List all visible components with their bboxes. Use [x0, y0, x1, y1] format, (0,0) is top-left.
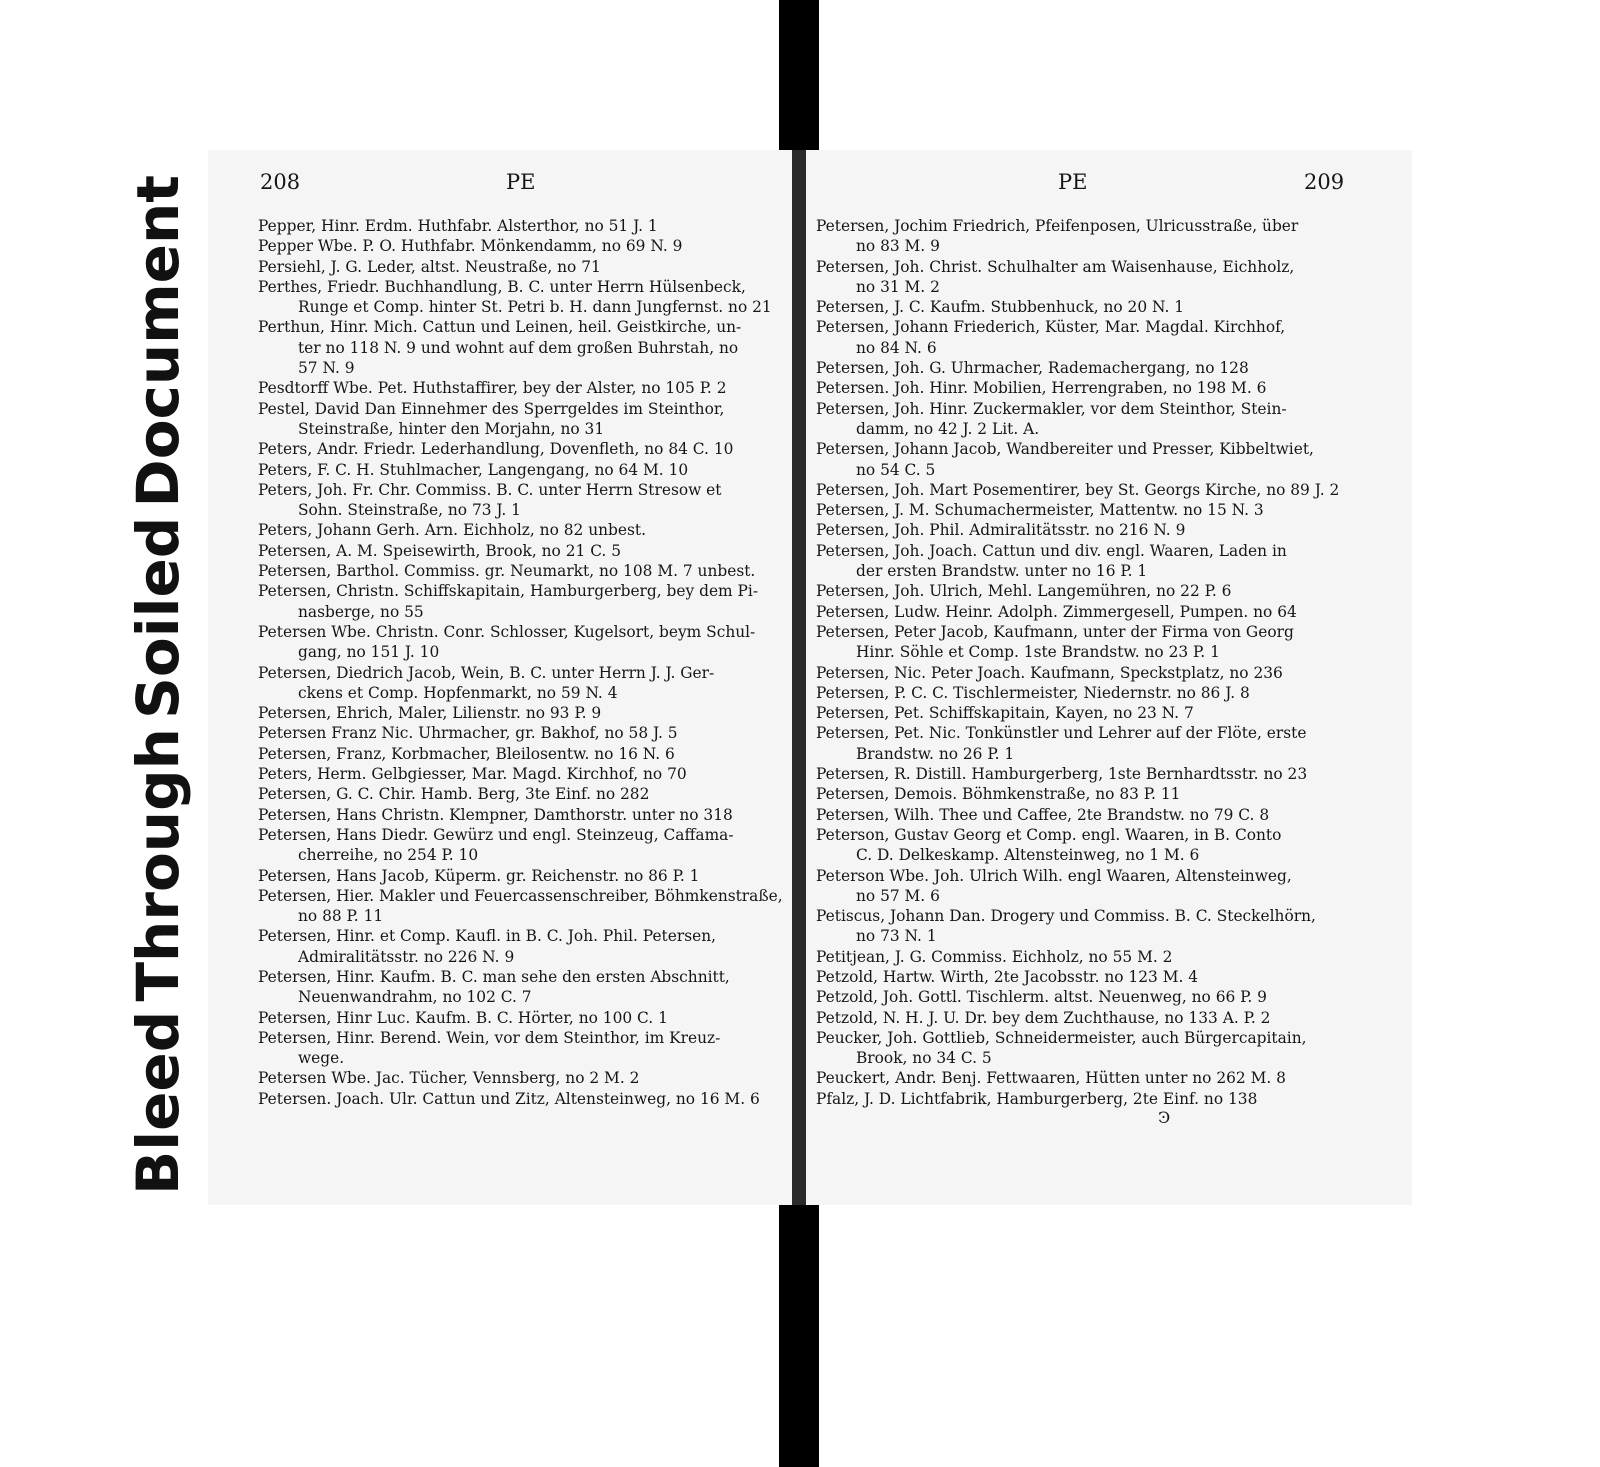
entry-line: Petersen, Christn. Schiffskapitain, Hamburgerberg, bey dem Pi-: [258, 582, 759, 601]
entry-line: Petersen, Demois. Böhmkenstraße, no 83 P. 11: [816, 785, 1181, 804]
entry-line: Petersen, Joh. Hinr. Zuckermakler, vor dem Steinthor, Stein-: [816, 399, 1287, 418]
entry-list: [816, 216, 1404, 1109]
directory-entry: [258, 257, 780, 277]
entry-continuation: Brandstw. no 26 P. 1: [856, 744, 1015, 763]
entry-continuation: Brook, no 34 C. 5: [856, 1049, 992, 1068]
entry-line: Petersen, Hinr Luc. Kaufm. B. C. Hörter, no 100 C. 1: [258, 1008, 668, 1027]
entry-line: Pesdtorff Wbe. Pet. Huthstaffirer, bey der Alster, no 105 P. 2: [258, 379, 727, 398]
entry-continuation: no 84 N. 6: [856, 338, 937, 357]
directory-entry: [816, 825, 1404, 866]
directory-entry: [816, 987, 1404, 1007]
directory-entry: [258, 520, 780, 540]
directory-entry: [258, 399, 780, 440]
entry-line: Petersen, J. M. Schumachermeister, Mattentw. no 15 N. 3: [816, 501, 1264, 520]
directory-entry: [258, 460, 780, 480]
directory-entry: [816, 216, 1404, 257]
entry-continuation: Steinstraße, hinter den Morjahn, no 31: [298, 419, 605, 438]
entry-line: Pfalz, J. D. Lichtfabrik, Hamburgerberg, 2te Einf. no 138: [816, 1089, 1258, 1108]
entry-continuation: no 31 M. 2: [856, 277, 940, 296]
directory-entry: [258, 561, 780, 581]
directory-entry: [816, 1068, 1404, 1088]
directory-entry: [816, 500, 1404, 520]
entry-line: Petersen, Hinr. Berend. Wein, vor dem Steinthor, im Kreuz-: [258, 1028, 721, 1047]
entry-line: Petzold, N. H. J. U. Dr. bey dem Zuchthause, no 133 A. P. 2: [816, 1008, 1271, 1027]
directory-entry: [816, 967, 1404, 987]
entry-continuation: nasberge, no 55: [298, 602, 424, 621]
directory-entry: [258, 926, 780, 967]
entry-line: Petzold, Hartw. Wirth, 2te Jacobsstr. no 123 M. 4: [816, 967, 1199, 986]
directory-entry: [258, 1008, 780, 1028]
directory-entry: [816, 297, 1404, 317]
directory-entry: [816, 947, 1404, 967]
entry-line: Petersen, A. M. Speisewirth, Brook, no 21 C. 5: [258, 541, 621, 560]
entry-line: Petersen, Joh. Phil. Admiralitätsstr. no 216 N. 9: [816, 521, 1186, 540]
directory-entry: [258, 723, 780, 743]
entry-line: Petersen, Hans Christn. Klempner, Damthorstr. unter no 318: [258, 805, 733, 824]
directory-entry: [258, 439, 780, 459]
entry-continuation: damm, no 42 J. 2 Lit. A.: [856, 419, 1040, 438]
left-page: [208, 150, 792, 1205]
entry-line: Petersen. Joh. Hinr. Mobilien, Herrengraben, no 198 M. 6: [816, 379, 1267, 398]
page-header: PE: [1058, 170, 1088, 194]
directory-entry: [816, 784, 1404, 804]
entry-line: Peterson, Gustav Georg et Comp. engl. Waaren, in B. Conto: [816, 825, 1282, 844]
binding-clip-top: [779, 0, 819, 160]
entry-line: Petersen, J. C. Kaufm. Stubbenhuck, no 20 N. 1: [816, 298, 1185, 317]
directory-entry: [816, 663, 1404, 683]
side-label-word: Soiled: [124, 516, 192, 719]
binding-clip-bottom: [779, 1205, 819, 1467]
directory-entry: [258, 277, 780, 318]
directory-entry: [258, 378, 780, 398]
directory-entry: [258, 317, 780, 378]
directory-entry: [816, 622, 1404, 663]
directory-entry: [258, 967, 780, 1008]
entry-line: Pepper Wbe. P. O. Huthfabr. Mönkendamm, no 69 N. 9: [258, 237, 683, 256]
directory-entry: [816, 358, 1404, 378]
entry-line: Petersen, Hinr. et Comp. Kaufl. in B. C. Joh. Phil. Petersen,: [258, 927, 717, 946]
entry-line: Petersen, Johann Jacob, Wandbereiter und Presser, Kibbeltwiet,: [816, 440, 1314, 459]
entry-line: Petersen Wbe. Christn. Conr. Schlosser, Kugelsort, beym Schul-: [258, 622, 756, 641]
page-ornament: Ͽ: [1158, 1108, 1171, 1127]
entry-line: Petersen, P. C. C. Tischlermeister, Niedernstr. no 86 J. 8: [816, 683, 1250, 702]
entry-line: Pepper, Hinr. Erdm. Huthfabr. Alsterthor, no 51 J. 1: [258, 217, 658, 235]
directory-entry: [258, 541, 780, 561]
entry-line: Petersen, Joh. Ulrich, Mehl. Langemühren, no 22 P. 6: [816, 582, 1232, 601]
entry-continuation: Runge et Comp. hinter St. Petri b. H. dann Jungfernst. no 21: [298, 298, 772, 317]
entry-continuation: 57 N. 9: [298, 359, 355, 378]
directory-entry: [258, 866, 780, 886]
entry-continuation: Sohn. Steinstraße, no 73 J. 1: [298, 501, 521, 520]
directory-entry: [258, 825, 780, 866]
entry-line: Petersen, Hier. Makler und Feuercassenschreiber, Böhmkenstraße,: [258, 886, 783, 905]
entry-line: Peters, Joh. Fr. Chr. Commiss. B. C. unter Herrn Stresow et: [258, 480, 722, 499]
entry-line: Peters, Herm. Gelbgiesser, Mar. Magd. Kirchhof, no 70: [258, 765, 687, 784]
entry-line: Petitjean, J. G. Commiss. Eichholz, no 55 M. 2: [816, 947, 1173, 966]
entry-line: Petersen, Diedrich Jacob, Wein, B. C. unter Herrn J. J. Ger-: [258, 663, 715, 682]
entry-line: Petersen, Pet. Nic. Tonkünstler und Lehrer auf der Flöte, erste: [816, 724, 1307, 743]
directory-entry: [816, 723, 1404, 764]
directory-entry: [258, 703, 780, 723]
page-number: 208: [260, 170, 301, 194]
directory-entry: [816, 805, 1404, 825]
entry-line: Petersen, Wilh. Thee und Caffee, 2te Brandstw. no 79 C. 8: [816, 805, 1270, 824]
entry-continuation: ter no 118 N. 9 und wohnt auf dem großen Buhrstah, no: [298, 338, 739, 357]
entry-continuation: no 54 C. 5: [856, 460, 936, 479]
entry-line: Petersen, Hinr. Kaufm. B. C. man sehe den ersten Abschnitt,: [258, 967, 730, 986]
entry-line: Pestel, David Dan Einnehmer des Sperrgeldes im Steinthor,: [258, 399, 725, 418]
entry-line: Petersen, G. C. Chir. Hamb. Berg, 3te Einf. no 282: [258, 785, 650, 804]
entry-line: Petersen, Johann Friederich, Küster, Mar. Magdal. Kirchhof,: [816, 318, 1286, 337]
directory-entry: [258, 236, 780, 256]
entry-line: Petersen, Franz, Korbmacher, Bleilosentw. no 16 N. 6: [258, 744, 675, 763]
entry-continuation: ckens et Comp. Hopfenmarkt, no 59 N. 4: [298, 683, 618, 702]
directory-entry: [816, 439, 1404, 480]
page-number: 209: [1304, 170, 1345, 194]
page-header: PE: [506, 170, 536, 194]
entry-continuation: no 73 N. 1: [856, 927, 937, 946]
entry-line: Petiscus, Johann Dan. Drogery und Commiss. B. C. Steckelhörn,: [816, 907, 1316, 926]
directory-entry: [816, 1089, 1404, 1109]
entry-line: Petersen, Joh. Mart Posementirer, bey St. Georgs Kirche, no 89 J. 2: [816, 480, 1340, 499]
entry-line: Petersen, Joh. G. Uhrmacher, Rademachergang, no 128: [816, 359, 1249, 378]
entry-continuation: no 83 M. 9: [856, 237, 940, 256]
entry-line: Perthun, Hinr. Mich. Cattun und Leinen, heil. Geistkirche, un-: [258, 318, 742, 337]
entry-line: Persiehl, J. G. Leder, altst. Neustraße, no 71: [258, 257, 601, 276]
directory-entry: [258, 764, 780, 784]
entry-line: Peters, Andr. Friedr. Lederhandlung, Dovenfleth, no 84 C. 10: [258, 440, 734, 459]
entry-line: Peters, F. C. H. Stuhlmacher, Langengang, no 64 M. 10: [258, 460, 689, 479]
entry-line: Peuckert, Andr. Benj. Fettwaaren, Hütten unter no 262 M. 8: [816, 1069, 1286, 1088]
entry-continuation: Neuenwandrahm, no 102 C. 7: [298, 988, 532, 1007]
entry-continuation: no 88 P. 11: [298, 907, 384, 926]
entry-continuation: cherreihe, no 254 P. 10: [298, 846, 479, 865]
entry-line: Petersen, Ludw. Heinr. Adolph. Zimmergesell, Pumpen. no 64: [816, 602, 1297, 621]
entry-line: Petersen, Barthol. Commiss. gr. Neumarkt, no 108 M. 7 unbest.: [258, 562, 756, 581]
entry-line: Petersen, Joh. Joach. Cattun und div. engl. Waaren, Laden in: [816, 541, 1287, 560]
entry-continuation: Admiralitätsstr. no 226 N. 9: [298, 947, 515, 966]
entry-line: Petersen, Hans Diedr. Gewürz und engl. Steinzeug, Caffama-: [258, 825, 734, 844]
entry-line: Petersen Franz Nic. Uhrmacher, gr. Bakhof, no 58 J. 5: [258, 724, 678, 743]
directory-entry: [816, 541, 1404, 582]
book-spine: [792, 150, 806, 1205]
directory-entry: [258, 581, 780, 622]
directory-entry: [258, 1089, 780, 1109]
entry-line: Petersen, Ehrich, Maler, Lilienstr. no 93 P. 9: [258, 704, 602, 723]
entry-continuation: gang, no 151 J. 10: [298, 643, 440, 662]
directory-entry: [816, 520, 1404, 540]
directory-entry: [816, 581, 1404, 601]
entry-line: Petersen, Joh. Christ. Schulhalter am Waisenhause, Eichholz,: [816, 257, 1295, 276]
entry-line: Peterson Wbe. Joh. Ulrich Wilh. engl Waaren, Altensteinweg,: [816, 866, 1292, 885]
directory-entry: [258, 622, 780, 663]
entry-line: Petersen, Peter Jacob, Kaufmann, unter der Firma von Georg: [816, 622, 1294, 641]
directory-entry: [816, 764, 1404, 784]
entry-continuation: wege.: [298, 1049, 345, 1068]
entry-line: Peters, Johann Gerh. Arn. Eichholz, no 82 unbest.: [258, 521, 646, 540]
side-label: [108, 175, 208, 1195]
entry-continuation: no 57 M. 6: [856, 886, 940, 905]
side-label-word: Through: [124, 728, 192, 1002]
directory-entry: [258, 1028, 780, 1069]
entry-line: Petersen, R. Distill. Hamburgerberg, 1ste Bernhardtsstr. no 23: [816, 765, 1308, 784]
directory-entry: [816, 257, 1404, 298]
side-label-word: Document: [124, 175, 192, 508]
directory-entry: [816, 703, 1404, 723]
directory-entry: [258, 744, 780, 764]
directory-entry: [258, 216, 780, 236]
directory-entry: [816, 602, 1404, 622]
entry-continuation: Hinr. Söhle et Comp. 1ste Brandstw. no 23 P. 1: [856, 643, 1220, 662]
directory-entry: [258, 663, 780, 704]
side-label-text: [113, 175, 203, 1195]
entry-list: [258, 216, 783, 1109]
right-page: [806, 150, 1412, 1205]
entry-line: Petersen, Jochim Friedrich, Pfeifenposen, Ulricusstraße, über: [816, 217, 1299, 235]
directory-entry: [816, 317, 1404, 358]
entry-line: Petersen, Pet. Schiffskapitain, Kayen, no 23 N. 7: [816, 704, 1194, 723]
directory-entry: [816, 1028, 1404, 1069]
directory-entry: [258, 805, 780, 825]
directory-entry: [816, 378, 1404, 398]
directory-entry: [258, 784, 780, 804]
directory-entry: [816, 399, 1404, 440]
entry-line: Petersen Wbe. Jac. Tücher, Vennsberg, no 2 M. 2: [258, 1069, 640, 1088]
directory-entry: [816, 866, 1404, 907]
directory-entry: [258, 1068, 780, 1088]
entry-continuation: der ersten Brandstw. unter no 16 P. 1: [856, 562, 1148, 581]
directory-entry: [258, 480, 780, 521]
directory-entry: [816, 683, 1404, 703]
directory-entry: [816, 906, 1404, 947]
entry-line: Petzold, Joh. Gottl. Tischlerm. altst. Neuenweg, no 66 P. 9: [816, 988, 1267, 1007]
directory-entry: [816, 480, 1404, 500]
side-label-word: Bleed: [124, 1010, 192, 1195]
entry-line: Perthes, Friedr. Buchhandlung, B. C. unter Herrn Hülsenbeck,: [258, 277, 746, 296]
directory-entry: [258, 886, 783, 927]
entry-line: Petersen, Nic. Peter Joach. Kaufmann, Speckstplatz, no 236: [816, 663, 1283, 682]
entry-line: Petersen, Hans Jacob, Küperm. gr. Reichenstr. no 86 P. 1: [258, 866, 700, 885]
entry-continuation: C. D. Delkeskamp. Altensteinweg, no 1 M. 6: [856, 846, 1200, 865]
directory-entry: [816, 1008, 1404, 1028]
entry-line: Petersen. Joach. Ulr. Cattun und Zitz, Altensteinweg, no 16 M. 6: [258, 1089, 760, 1108]
entry-line: Peucker, Joh. Gottlieb, Schneidermeister, auch Bürgercapitain,: [816, 1028, 1307, 1047]
